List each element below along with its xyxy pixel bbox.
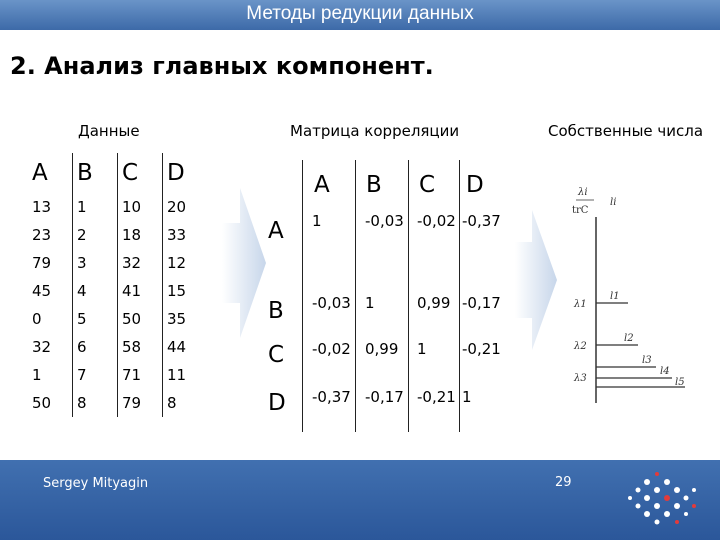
column-divider: [355, 160, 356, 432]
corr-cell: 1: [312, 212, 322, 230]
data-cell: 1: [73, 193, 118, 221]
corr-cell: -0,02: [417, 212, 456, 230]
arrow-right-icon: [222, 188, 266, 338]
corr-col-header: A: [314, 172, 330, 198]
footer-author: Sergey Mityagin: [43, 476, 149, 491]
label-data: Данные: [78, 122, 140, 140]
data-cell: 5: [73, 305, 118, 333]
data-cell: 44: [167, 338, 187, 356]
data-cell: 1: [28, 361, 73, 389]
table-row: [28, 193, 207, 221]
data-header-cell: B: [73, 153, 118, 193]
data-cell: 12: [167, 254, 187, 272]
corr-cell: 0,99: [365, 340, 399, 358]
axis-denominator-label: trC: [572, 205, 589, 216]
data-cell: 8: [73, 389, 118, 417]
corr-cell: -0,21: [462, 340, 501, 358]
data-header-cell: A: [28, 153, 73, 193]
data-cell: 23: [28, 221, 73, 249]
corr-cell: 1: [365, 294, 375, 312]
data-table: [28, 153, 207, 417]
label-correlation: Матрица корреляции: [290, 122, 460, 140]
data-cell: 11: [167, 366, 187, 384]
corr-row-header: C: [268, 342, 285, 368]
eigen-lambda-label: λ1: [574, 299, 587, 310]
data-cell: 79: [28, 249, 73, 277]
eigen-l-label: l5: [675, 377, 685, 388]
data-cell: 35: [167, 310, 187, 328]
data-cell: 32: [28, 333, 73, 361]
data-header-cell: D: [167, 160, 185, 186]
table-row: [28, 249, 207, 277]
corr-cell: 1: [462, 388, 472, 406]
data-cell: 2: [73, 221, 118, 249]
eigen-lambda-label: λ3: [574, 373, 587, 384]
table-row: [28, 277, 207, 305]
table-row: [28, 305, 207, 333]
data-cell: 0: [28, 305, 73, 333]
data-cell: 33: [167, 226, 187, 244]
corr-row-header: D: [268, 390, 286, 416]
eigen-lambda-label: λ2: [574, 341, 587, 352]
footer-bar: [0, 460, 720, 540]
data-cell: 71: [118, 361, 163, 389]
column-divider: [459, 160, 460, 432]
corr-row-header: A: [268, 218, 284, 244]
table-row: [28, 361, 207, 389]
table-row: [28, 221, 207, 249]
column-divider: [408, 160, 409, 432]
corr-cell: -0,02: [312, 340, 351, 358]
header-bar: [0, 0, 720, 30]
data-cell: 50: [118, 305, 163, 333]
data-cell: 4: [73, 277, 118, 305]
eigen-l-label: l4: [660, 366, 670, 377]
data-cell: 58: [118, 333, 163, 361]
slide-title: 2. Анализ главных компонент.: [10, 52, 434, 80]
column-divider: [302, 160, 303, 432]
corr-cell: 0,99: [417, 294, 451, 312]
page-number: 29: [555, 475, 572, 490]
eigen-l-label: l1: [610, 291, 620, 302]
axis-top-label: λi: [578, 187, 588, 198]
dots-logo-icon: [620, 468, 700, 534]
data-cell: 13: [28, 193, 73, 221]
corr-cell: -0,37: [462, 212, 501, 230]
corr-col-header: B: [366, 172, 382, 198]
corr-cell: -0,37: [312, 388, 351, 406]
data-cell: 45: [28, 277, 73, 305]
corr-col-header: D: [466, 172, 484, 198]
data-cell: 15: [167, 282, 187, 300]
data-header-cell: C: [118, 153, 163, 193]
arrow-right-icon: [515, 210, 557, 350]
corr-col-header: C: [419, 172, 436, 198]
corr-cell: 1: [417, 340, 427, 358]
axis-right-label: li: [610, 197, 617, 208]
label-eigen: Собственные числа: [548, 122, 704, 140]
data-cell: 50: [28, 389, 73, 417]
data-cell: 41: [118, 277, 163, 305]
header-title: Методы редукции данных: [246, 3, 474, 24]
data-cell: 6: [73, 333, 118, 361]
table-row: [28, 333, 207, 361]
eigen-l-label: l3: [642, 355, 652, 366]
corr-cell: -0,03: [312, 294, 351, 312]
data-cell: 32: [118, 249, 163, 277]
data-cell: 3: [73, 249, 118, 277]
data-cell: 8: [167, 394, 177, 412]
data-cell: 10: [118, 193, 163, 221]
footer-background: [0, 460, 720, 540]
eigenvalue-chart: [560, 175, 705, 405]
data-cell: 7: [73, 361, 118, 389]
corr-cell: -0,17: [462, 294, 501, 312]
corr-row-header: B: [268, 298, 284, 324]
eigen-l-label: l2: [624, 333, 634, 344]
table-row: [28, 389, 207, 417]
corr-cell: -0,17: [365, 388, 404, 406]
corr-cell: -0,21: [417, 388, 456, 406]
data-cell: 20: [167, 198, 187, 216]
data-cell: 79: [118, 389, 163, 417]
corr-cell: -0,03: [365, 212, 404, 230]
data-cell: 18: [118, 221, 163, 249]
correlation-matrix: [262, 160, 514, 432]
